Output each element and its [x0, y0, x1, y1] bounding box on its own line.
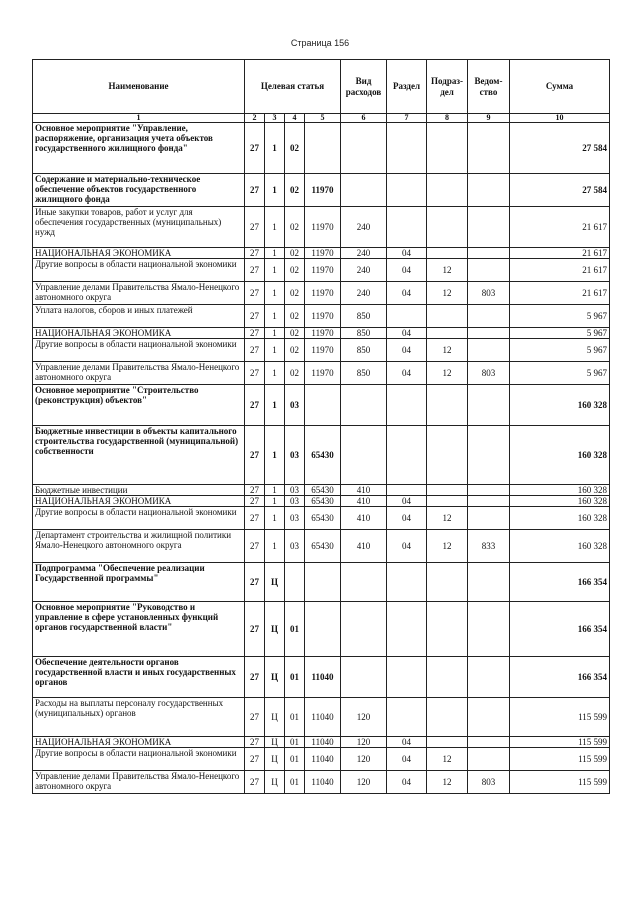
subsection-code: [427, 426, 468, 485]
target-code-activity: 03: [285, 426, 305, 485]
department-code: [468, 748, 510, 771]
table-row: [33, 248, 610, 259]
department-code: [468, 305, 510, 328]
expense-type-code: 120: [341, 771, 387, 794]
target-code-direction: 11970: [305, 305, 341, 328]
target-code-program: 27: [245, 339, 265, 362]
target-code-activity: 03: [285, 507, 305, 530]
target-code-direction: 65430: [305, 426, 341, 485]
target-code-direction: 11970: [305, 282, 341, 305]
table-row: [33, 362, 610, 385]
section-code: [387, 385, 427, 426]
column-number: 6: [341, 114, 387, 123]
table-row: [33, 563, 610, 602]
row-name: Содержание и материально-техническое обеспечение объектов государственного жилищного фонда: [33, 174, 245, 207]
amount: 166 354: [510, 563, 610, 602]
expense-type-code: 240: [341, 248, 387, 259]
department-code: [468, 485, 510, 496]
table-body: [33, 123, 610, 794]
target-code-program: 27: [245, 123, 265, 174]
expense-type-code: 240: [341, 207, 387, 248]
expense-type-code: [341, 602, 387, 657]
row-name: Уплата налогов, сборов и иных платежей: [33, 305, 245, 328]
table-row: [33, 530, 610, 563]
section-code: 04: [387, 339, 427, 362]
expense-type-code: 410: [341, 496, 387, 507]
target-code-activity: 02: [285, 207, 305, 248]
amount: 5 967: [510, 328, 610, 339]
column-number-row: [33, 114, 610, 123]
table-row: [33, 123, 610, 174]
section-code: 04: [387, 282, 427, 305]
column-number: 3: [265, 114, 285, 123]
section-code: [387, 698, 427, 737]
department-code: 803: [468, 771, 510, 794]
target-code-subprogram: 1: [265, 259, 285, 282]
target-code-direction: [305, 385, 341, 426]
table-row: [33, 259, 610, 282]
table-row: [33, 737, 610, 748]
expense-type-code: [341, 385, 387, 426]
target-code-subprogram: Ц: [265, 657, 285, 698]
subsection-code: [427, 563, 468, 602]
table-row: [33, 657, 610, 698]
target-code-direction: 11040: [305, 748, 341, 771]
amount: 160 328: [510, 530, 610, 563]
row-name: Управление делами Правительства Ямало-Ненецкого автономного округа: [33, 771, 245, 794]
expense-type-code: 410: [341, 530, 387, 563]
target-code-subprogram: 1: [265, 385, 285, 426]
department-code: [468, 385, 510, 426]
target-code-activity: 03: [285, 485, 305, 496]
target-code-program: 27: [245, 602, 265, 657]
expense-type-code: 850: [341, 305, 387, 328]
target-code-activity: 03: [285, 385, 305, 426]
target-code-program: 27: [245, 207, 265, 248]
amount: 160 328: [510, 385, 610, 426]
department-code: [468, 328, 510, 339]
department-code: [468, 248, 510, 259]
target-code-activity: 01: [285, 771, 305, 794]
target-code-activity: [285, 563, 305, 602]
target-code-direction: [305, 602, 341, 657]
row-name: Обеспечение деятельности органов государственной власти и иных государственных органов: [33, 657, 245, 698]
target-code-activity: 02: [285, 282, 305, 305]
target-code-subprogram: 1: [265, 174, 285, 207]
subsection-code: 12: [427, 339, 468, 362]
target-code-subprogram: 1: [265, 207, 285, 248]
subsection-code: [427, 174, 468, 207]
row-name: Другие вопросы в области национальной экономики: [33, 507, 245, 530]
department-code: [468, 496, 510, 507]
amount: 5 967: [510, 305, 610, 328]
amount: 115 599: [510, 698, 610, 737]
target-code-subprogram: 1: [265, 362, 285, 385]
header-vedomstvo: Ведом-ство: [468, 60, 510, 114]
target-code-activity: 02: [285, 328, 305, 339]
target-code-direction: 11970: [305, 328, 341, 339]
subsection-code: [427, 207, 468, 248]
expense-type-code: 850: [341, 362, 387, 385]
subsection-code: [427, 485, 468, 496]
target-code-subprogram: 1: [265, 530, 285, 563]
amount: 21 617: [510, 282, 610, 305]
section-code: [387, 563, 427, 602]
target-code-direction: 11970: [305, 339, 341, 362]
section-code: [387, 426, 427, 485]
header-vid: Вид расходов: [341, 60, 387, 114]
department-code: 803: [468, 362, 510, 385]
target-code-subprogram: Ц: [265, 563, 285, 602]
target-code-activity: 02: [285, 362, 305, 385]
target-code-subprogram: 1: [265, 248, 285, 259]
department-code: [468, 563, 510, 602]
row-name: Подпрограмма "Обеспечение реализации Государственной программы": [33, 563, 245, 602]
amount: 115 599: [510, 771, 610, 794]
target-code-subprogram: 1: [265, 123, 285, 174]
expense-type-code: 410: [341, 485, 387, 496]
amount: 27 584: [510, 123, 610, 174]
target-code-activity: 01: [285, 657, 305, 698]
target-code-direction: 11970: [305, 248, 341, 259]
target-code-activity: 01: [285, 698, 305, 737]
target-code-activity: 02: [285, 305, 305, 328]
row-name: НАЦИОНАЛЬНАЯ ЭКОНОМИКА: [33, 737, 245, 748]
department-code: [468, 698, 510, 737]
subsection-code: [427, 737, 468, 748]
header-target: Целевая статья: [245, 60, 341, 114]
amount: 160 328: [510, 496, 610, 507]
target-code-subprogram: 1: [265, 305, 285, 328]
subsection-code: [427, 602, 468, 657]
expense-type-code: [341, 563, 387, 602]
expense-type-code: [341, 123, 387, 174]
subsection-code: [427, 328, 468, 339]
row-name: Бюджетные инвестиции: [33, 485, 245, 496]
section-code: 04: [387, 530, 427, 563]
expense-type-code: [341, 657, 387, 698]
department-code: [468, 123, 510, 174]
header-podrazdel: Подраз-дел: [427, 60, 468, 114]
expense-type-code: 850: [341, 328, 387, 339]
target-code-subprogram: 1: [265, 426, 285, 485]
row-name: Управление делами Правительства Ямало-Ненецкого автономного округа: [33, 282, 245, 305]
target-code-activity: 03: [285, 530, 305, 563]
row-name: Департамент строительства и жилищной политики Ямало-Ненецкого автономного округа: [33, 530, 245, 563]
budget-table-container: [32, 59, 609, 794]
amount: 160 328: [510, 507, 610, 530]
section-code: [387, 657, 427, 698]
amount: 115 599: [510, 737, 610, 748]
header-row: [33, 60, 610, 114]
target-code-program: 27: [245, 362, 265, 385]
section-code: 04: [387, 748, 427, 771]
amount: 115 599: [510, 748, 610, 771]
target-code-subprogram: 1: [265, 496, 285, 507]
row-name: НАЦИОНАЛЬНАЯ ЭКОНОМИКА: [33, 496, 245, 507]
target-code-activity: 02: [285, 123, 305, 174]
target-code-direction: 11040: [305, 737, 341, 748]
section-code: [387, 485, 427, 496]
subsection-code: 12: [427, 282, 468, 305]
target-code-program: 27: [245, 563, 265, 602]
target-code-program: 27: [245, 748, 265, 771]
subsection-code: [427, 123, 468, 174]
section-code: [387, 174, 427, 207]
subsection-code: 12: [427, 362, 468, 385]
subsection-code: [427, 385, 468, 426]
table-row: [33, 339, 610, 362]
amount: 21 617: [510, 259, 610, 282]
table-row: [33, 305, 610, 328]
column-number: 2: [245, 114, 265, 123]
target-code-direction: 65430: [305, 530, 341, 563]
target-code-direction: 11970: [305, 207, 341, 248]
target-code-subprogram: 1: [265, 282, 285, 305]
budget-table: [32, 59, 610, 794]
target-code-direction: [305, 123, 341, 174]
amount: 160 328: [510, 485, 610, 496]
table-row: [33, 426, 610, 485]
header-name: Наименование: [33, 60, 245, 114]
section-code: [387, 602, 427, 657]
expense-type-code: [341, 174, 387, 207]
subsection-code: [427, 305, 468, 328]
department-code: [468, 507, 510, 530]
row-name: Основное мероприятие "Управление, распоряжение, организация учета объектов государственного жилищного фонда": [33, 123, 245, 174]
target-code-activity: 03: [285, 496, 305, 507]
amount: 166 354: [510, 657, 610, 698]
target-code-program: 27: [245, 737, 265, 748]
department-code: [468, 426, 510, 485]
expense-type-code: 120: [341, 698, 387, 737]
column-number: 1: [33, 114, 245, 123]
target-code-direction: [305, 563, 341, 602]
row-name: Основное мероприятие "Руководство и управление в сфере установленных функций органов государственной власти": [33, 602, 245, 657]
target-code-program: 27: [245, 530, 265, 563]
section-code: [387, 207, 427, 248]
target-code-subprogram: 1: [265, 328, 285, 339]
subsection-code: 12: [427, 259, 468, 282]
target-code-direction: 65430: [305, 485, 341, 496]
department-code: [468, 737, 510, 748]
department-code: [468, 174, 510, 207]
subsection-code: 12: [427, 771, 468, 794]
column-number: 7: [387, 114, 427, 123]
target-code-subprogram: Ц: [265, 748, 285, 771]
target-code-subprogram: Ц: [265, 737, 285, 748]
department-code: [468, 602, 510, 657]
target-code-subprogram: 1: [265, 485, 285, 496]
row-name: НАЦИОНАЛЬНАЯ ЭКОНОМИКА: [33, 328, 245, 339]
target-code-activity: 01: [285, 737, 305, 748]
table-row: [33, 748, 610, 771]
subsection-code: [427, 698, 468, 737]
target-code-program: 27: [245, 496, 265, 507]
target-code-program: 27: [245, 305, 265, 328]
target-code-activity: 01: [285, 602, 305, 657]
expense-type-code: 240: [341, 282, 387, 305]
target-code-subprogram: Ц: [265, 771, 285, 794]
section-code: 04: [387, 248, 427, 259]
department-code: [468, 259, 510, 282]
department-code: 803: [468, 282, 510, 305]
subsection-code: [427, 248, 468, 259]
target-code-direction: 11970: [305, 259, 341, 282]
target-code-activity: 02: [285, 339, 305, 362]
target-code-direction: 11040: [305, 698, 341, 737]
target-code-direction: 11970: [305, 174, 341, 207]
table-row: [33, 282, 610, 305]
row-name: НАЦИОНАЛЬНАЯ ЭКОНОМИКА: [33, 248, 245, 259]
target-code-activity: 02: [285, 248, 305, 259]
expense-type-code: 120: [341, 748, 387, 771]
table-row: [33, 507, 610, 530]
amount: 27 584: [510, 174, 610, 207]
subsection-code: 12: [427, 530, 468, 563]
table-row: [33, 602, 610, 657]
section-code: 04: [387, 737, 427, 748]
table-row: [33, 698, 610, 737]
section-code: 04: [387, 328, 427, 339]
target-code-subprogram: Ц: [265, 602, 285, 657]
column-number: 10: [510, 114, 610, 123]
target-code-subprogram: 1: [265, 339, 285, 362]
section-code: 04: [387, 496, 427, 507]
expense-type-code: [341, 426, 387, 485]
target-code-program: 27: [245, 507, 265, 530]
target-code-direction: 65430: [305, 507, 341, 530]
department-code: [468, 657, 510, 698]
target-code-program: 27: [245, 174, 265, 207]
target-code-subprogram: Ц: [265, 698, 285, 737]
target-code-activity: 02: [285, 259, 305, 282]
expense-type-code: 120: [341, 737, 387, 748]
target-code-direction: 11040: [305, 771, 341, 794]
table-row: [33, 771, 610, 794]
amount: 160 328: [510, 426, 610, 485]
table-row: [33, 385, 610, 426]
column-number: 4: [285, 114, 305, 123]
column-number: 5: [305, 114, 341, 123]
target-code-program: 27: [245, 771, 265, 794]
table-row: [33, 328, 610, 339]
expense-type-code: 850: [341, 339, 387, 362]
header-summa: Сумма: [510, 60, 610, 114]
subsection-code: [427, 657, 468, 698]
row-name: Другие вопросы в области национальной экономики: [33, 339, 245, 362]
target-code-program: 27: [245, 385, 265, 426]
target-code-direction: 11970: [305, 362, 341, 385]
table-row: [33, 496, 610, 507]
expense-type-code: 240: [341, 259, 387, 282]
table-row: [33, 207, 610, 248]
amount: 21 617: [510, 207, 610, 248]
row-name: Другие вопросы в области национальной экономики: [33, 748, 245, 771]
subsection-code: 12: [427, 507, 468, 530]
target-code-program: 27: [245, 282, 265, 305]
column-number: 9: [468, 114, 510, 123]
table-row: [33, 485, 610, 496]
target-code-program: 27: [245, 259, 265, 282]
target-code-activity: 02: [285, 174, 305, 207]
section-code: [387, 305, 427, 328]
amount: 5 967: [510, 362, 610, 385]
row-name: Основное мероприятие "Строительство (реконструкция) объектов": [33, 385, 245, 426]
expense-type-code: 410: [341, 507, 387, 530]
department-code: [468, 207, 510, 248]
subsection-code: [427, 496, 468, 507]
section-code: 04: [387, 362, 427, 385]
section-code: [387, 123, 427, 174]
target-code-program: 27: [245, 698, 265, 737]
target-code-program: 27: [245, 657, 265, 698]
subsection-code: 12: [427, 748, 468, 771]
column-number: 8: [427, 114, 468, 123]
target-code-direction: 11040: [305, 657, 341, 698]
row-name: Расходы на выплаты персоналу государственных (муниципальных) органов: [33, 698, 245, 737]
target-code-program: 27: [245, 485, 265, 496]
target-code-direction: 65430: [305, 496, 341, 507]
header-razdel: Раздел: [387, 60, 427, 114]
section-code: 04: [387, 771, 427, 794]
page-label: Страница 156: [290, 38, 350, 48]
amount: 21 617: [510, 248, 610, 259]
section-code: 04: [387, 507, 427, 530]
amount: 166 354: [510, 602, 610, 657]
target-code-program: 27: [245, 248, 265, 259]
row-name: Управление делами Правительства Ямало-Ненецкого автономного округа: [33, 362, 245, 385]
target-code-activity: 01: [285, 748, 305, 771]
department-code: [468, 339, 510, 362]
target-code-program: 27: [245, 426, 265, 485]
row-name: Бюджетные инвестиции в объекты капитального строительства государственной (муниципальной) собственности: [33, 426, 245, 485]
row-name: Другие вопросы в области национальной экономики: [33, 259, 245, 282]
table-row: [33, 174, 610, 207]
department-code: 833: [468, 530, 510, 563]
target-code-subprogram: 1: [265, 507, 285, 530]
target-code-program: 27: [245, 328, 265, 339]
row-name: Иные закупки товаров, работ и услуг для обеспечения государственных (муниципальных) нужд: [33, 207, 245, 248]
section-code: 04: [387, 259, 427, 282]
amount: 5 967: [510, 339, 610, 362]
